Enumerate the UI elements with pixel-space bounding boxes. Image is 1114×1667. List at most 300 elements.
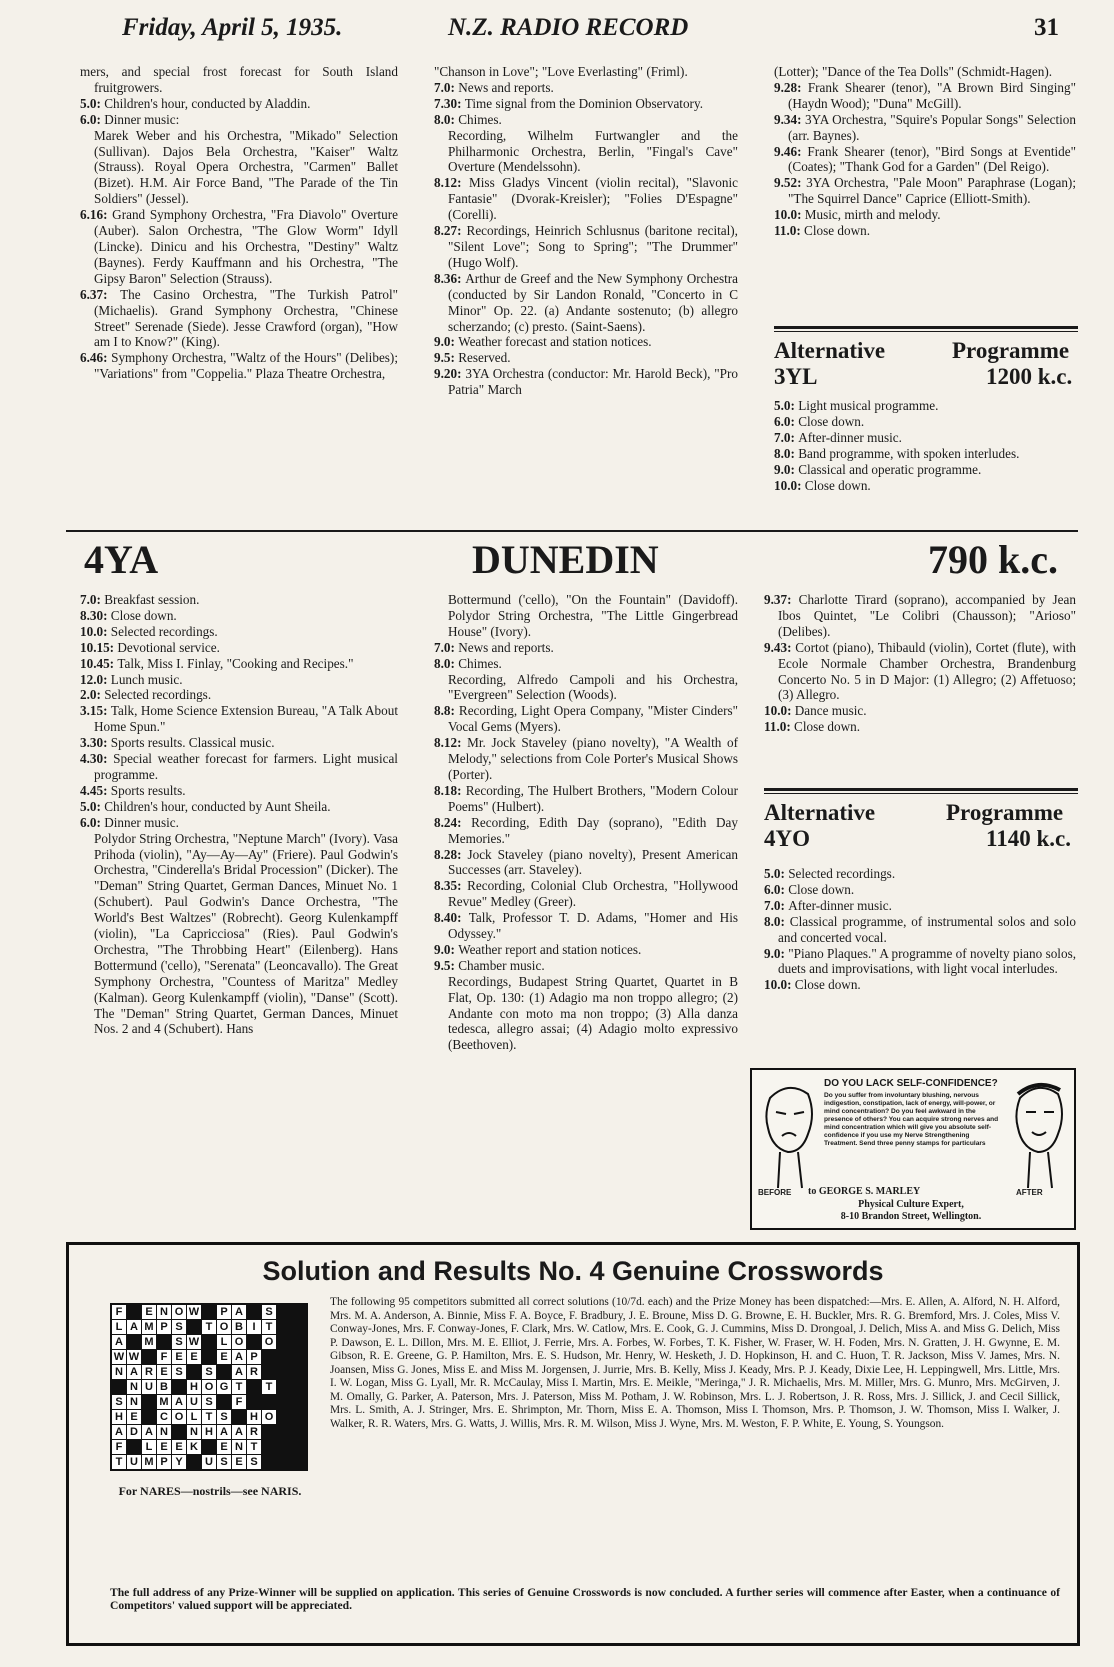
programme-text: News and reports. [458,639,554,655]
time-label: 6.0: [80,111,105,127]
time-label: 8.12: [434,175,470,191]
divider [764,788,1078,791]
grid-block [292,1320,306,1334]
grid-block [187,1320,201,1334]
grid-block [262,1440,276,1454]
programme-entry [80,207,398,287]
time-label: 7.0: [434,639,459,655]
confident-face-icon [1010,1078,1068,1198]
grid-block [277,1380,291,1394]
programme-entry [764,640,1076,704]
time-label: 4.30: [80,751,114,767]
grid-block [142,1350,156,1364]
grid-block [202,1350,216,1364]
programme-entry [434,735,738,783]
programme-text: "Chanson in Love"; "Love Everlasting" (Friml). [434,64,688,79]
winners-list [330,1296,1060,1431]
programme-entry [80,783,398,799]
grid-block [217,1395,231,1409]
grid-letter: O [172,1410,186,1424]
grid-block [157,1335,171,1349]
time-label: 10.45: [80,655,118,671]
time-label: 8.27: [434,223,467,239]
programme-text: Mr. Jock Staveley (piano novelty), "A Wealth of Melody," selections from Cole Porter's Musical Shows (Porter). [448,735,738,782]
grid-letter: H [112,1410,126,1424]
grid-block [127,1440,141,1454]
programme-entry [434,223,738,271]
grid-letter: S [112,1395,126,1409]
grid-letter: I [247,1320,261,1334]
grid-block [112,1380,126,1394]
grid-block [277,1395,291,1409]
programme-text: Chamber music. [458,957,545,973]
programme-text: Talk, Miss I. Finlay, "Cooking and Recipes." [117,655,354,671]
programme-entry [434,958,738,974]
crossword-results-title: Solution and Results No. 4 Genuine Crosswords [262,1256,884,1286]
programme-text: Dance music. [794,703,867,719]
crossword-note: For NARES—nostrils—see NARIS. [118,1484,302,1498]
programme-text: 3YA Orchestra, "Squire's Popular Songs" Selection (arr. Baynes). [788,111,1076,143]
programme-entry [774,446,1076,462]
time-label: 7.0: [434,79,459,95]
programme-entry [434,128,738,176]
programme-entry [774,478,1076,494]
grid-block [262,1365,276,1379]
time-label: 10.0: [764,977,795,993]
grid-letter: O [217,1320,231,1334]
top-column-1 [80,64,398,382]
programme-text: Grand Symphony Orchestra, "Fra Diavolo" Overture (Auber). Salon Orchestra, "The Glow Worm" Idyll (Lincke). Dinicu and his Orchestra, "Destiny" Waltz (Baynes). Ferdy Kauffmann and his Orchestra, "The Gipsy Baron" Selection (Strauss). [94,207,398,286]
grid-block [172,1380,186,1394]
grid-block [277,1305,291,1319]
programme-text: Jock Staveley (piano novelty), Present American Successes (arr. Staveley). [448,846,738,878]
grid-letter: L [187,1410,201,1424]
programme-text: Sports results. [110,782,186,798]
time-label: 8.28: [434,846,468,862]
grid-block [292,1350,306,1364]
programme-entry [434,703,738,735]
grid-letter: E [157,1365,171,1379]
programme-text: Sports results. Classical music. [110,735,275,751]
alt-4yo-call: 4YO [764,826,810,851]
grid-block [277,1410,291,1424]
programme-entry [80,112,398,128]
grid-block [172,1425,186,1439]
time-label: 12.0: [80,671,111,687]
grid-block [187,1365,201,1379]
grid-letter: M [142,1320,156,1334]
programme-text: Selected recordings. [788,866,896,881]
programme-text: Close down. [798,413,865,429]
grid-block [202,1440,216,1454]
grid-letter: N [112,1365,126,1379]
time-label: 3.15: [80,703,111,719]
grid-letter: S [172,1365,186,1379]
alt-4yo-word1: Alternative [764,800,876,825]
time-label: 8.8: [434,703,459,719]
time-label: 11.0: [774,223,805,239]
programme-text: Chimes. [458,655,502,671]
programme-text: Close down. [794,719,860,735]
time-label: 5.0: [774,398,799,413]
programme-entry [764,914,1076,946]
ad-after-label: AFTER [1016,1188,1043,1197]
grid-letter: P [157,1320,171,1334]
grid-letter: M [142,1335,156,1349]
grid-letter: L [217,1335,231,1349]
programme-entry [434,64,738,80]
time-label: 9.37: [764,592,799,607]
programme-entry [774,223,1076,239]
programme-text: Frank Shearer (tenor), "A Brown Bird Singing" (Haydn Wood); "Duna" McGill). [788,79,1076,111]
programme-entry [764,946,1076,978]
programme-text: Symphony Orchestra, "Waltz of the Hours" (Delibes); "Variations" from "Coppelia." Plaza Theatre Orchestra, [94,350,398,382]
programme-text: Charlotte Tirard (soprano), accompanied by Jean Ibos Quintet, "Le Colibri (Chausson); "Arioso" (Delibes). [778,592,1076,639]
programme-entry [80,735,398,751]
grid-block [247,1395,261,1409]
programme-text: Talk, Home Science Extension Bureau, "A Talk About Home Spun." [94,703,398,735]
grid-block [247,1305,261,1319]
time-label: 8.0: [434,655,459,671]
grid-block [262,1455,276,1469]
programme-text: 3YA Orchestra, "Pale Moon" Paraphrase (Logan); "The Squirrel Dance" Caprice (Elliott-Smith). [788,175,1076,207]
programme-entry [434,112,738,128]
grid-block [277,1365,291,1379]
time-label: 8.36: [434,270,466,286]
programme-text: Close down. [794,977,861,993]
programme-text: After-dinner music. [788,897,892,913]
programme-entry [80,815,398,831]
grid-letter: S [172,1335,186,1349]
grid-letter: D [127,1425,141,1439]
alt-4yo-schedule [764,866,1076,993]
grid-letter: F [112,1440,126,1454]
time-label: 9.0: [764,945,789,961]
programme-text: Dinner music. [104,814,179,830]
winners-intro: The following 95 competitors submitted all correct solutions (10/7d. each) and the Prize Money has been dispatched:— [330,1296,882,1308]
programme-entry [774,430,1076,446]
grid-letter: H [187,1380,201,1394]
grid-letter: A [172,1395,186,1409]
programme-text: Recordings, Heinrich Schlusnus (baritone recital), "Silent Love"; Song to Spring"; "The Drummer" (Hugo Wolf). [448,223,738,270]
programme-text: Bottermund ('cello), "On the Fountain" (Davidoff). Polydor String Orchestra, "The Little Gingerbread House" (Ivory). [448,592,738,639]
programme-text: Close down. [804,223,870,239]
time-label: 6.16: [80,207,113,223]
time-label: 9.43: [764,639,796,655]
programme-text: 3YA Orchestra (conductor: Mr. Harold Beck), "Pro Patria" March [448,366,738,398]
time-label: 10.0: [764,703,795,719]
programme-text: Selected recordings. [104,687,212,703]
programme-text: Recording, Edith Day (soprano), "Edith Day Memories." [448,814,738,846]
programme-entry [434,175,738,223]
programme-entry [434,350,738,366]
grid-letter: B [232,1320,246,1334]
grid-letter: E [217,1350,231,1364]
programme-text: Music, mirth and melody. [804,207,941,223]
programme-entry [434,366,738,398]
grid-letter: L [112,1320,126,1334]
time-label: 8.40: [434,910,469,926]
section-divider [66,530,1078,532]
grid-block [277,1425,291,1439]
time-label: 10.0: [80,623,111,639]
programme-entry [434,80,738,96]
bottom-column-2 [434,592,738,1053]
programme-entry [774,398,1076,414]
top-column-2 [434,64,738,398]
programme-text: Close down. [788,881,855,897]
ad-advertiser: to GEORGE S. MARLEY [808,1186,921,1197]
grid-letter: A [127,1365,141,1379]
grid-letter: R [142,1365,156,1379]
grid-block [247,1335,261,1349]
time-label: 5.0: [80,95,105,111]
page-number: 31 [1034,14,1059,41]
ad-headline: DO YOU LACK SELF-CONFIDENCE? [824,1078,998,1089]
programme-entry [774,175,1076,207]
time-label: 9.28: [774,79,808,95]
programme-entry [80,592,398,608]
programme-entry [80,96,398,112]
grid-block [277,1440,291,1454]
grid-letter: E [127,1410,141,1424]
time-label: 10.15: [80,639,118,655]
programme-entry [774,112,1076,144]
time-label: 9.34: [774,111,806,127]
time-label: 8.24: [434,814,472,830]
alt-3yl-call: 3YL [774,364,818,389]
programme-entry [774,207,1076,223]
time-label: 8.0: [434,111,459,127]
time-label: 8.18: [434,782,466,798]
grid-letter: T [262,1320,276,1334]
grid-letter: A [142,1425,156,1439]
grid-block [292,1305,306,1319]
programme-text: Frank Shearer (tenor), "Bird Songs at Eventide" (Coates); "Thank God for a Garden" (Del Reigo). [788,143,1076,175]
grid-letter: M [157,1395,171,1409]
programme-entry [764,898,1076,914]
programme-text: Children's hour, conducted by Aunt Sheila. [104,798,331,814]
bottom-column-1 [80,592,398,1037]
programme-text: Reserved. [458,350,511,366]
grid-letter: E [157,1440,171,1454]
grid-letter: O [172,1305,186,1319]
grid-letter: W [113,1351,125,1363]
grid-letter: S [217,1455,231,1469]
grid-letter: U [127,1455,141,1469]
time-label: 3.30: [80,735,111,751]
grid-block [292,1365,306,1379]
programme-text: Devotional service. [117,639,220,655]
programme-text: Polydor String Orchestra, "Neptune March" (Ivory). Vasa Prihoda (violin), "Ay—Ay—Ay" (Friere). Paul Godwin's Orchestra, "Cinderella's Bridal Procession" (Dicker). The "Deman" String Quartet, German Dances, Minuet No. 1 (Schubert). Paul Godwin's Dance Orchestra, "The World's Best Waltzes" (Robrecht). Georg Kulenkampff (violin), "La Capricciosa" (Ries). Paul Godwin's Orchestra, "The Throbbing Heart" (Eilenberg). Hans Bottermund ('cello), "Serenata" (Leoncavallo). The Great Symphony Orchestra, "Countess of Maritza" Medley (Kalman). Georg Kulenkampff (violin), "Danse" (Scott). The "Deman" String Quartet, German Dances, Minuet Nos. 2 and 4 (Schubert). Hans [94,830,398,1037]
programme-entry [764,719,1076,735]
grid-block [292,1395,306,1409]
programme-entry [80,831,398,1038]
grid-letter: L [142,1440,156,1454]
programme-text: Close down. [804,477,871,493]
grid-block [142,1410,156,1424]
grid-letter: S [172,1320,186,1334]
programme-entry [764,703,1076,719]
programme-entry [434,910,738,942]
winners-names: Mrs. E. Allen, A. Alford, N. H. Alford, Mrs. M. A. Anderson, A. Binnie, Miss F. A. Boyce, F. Bradbury, J. E. Broune, Miss D. G. Browne, E. H. Buckler, Mrs. R. G. Bremford, Mrs. J. Coles, Miss V. Conway-Jones, Mrs. F. Conway-Jones, F. Clark, Mrs. W. Catlow, Mrs. E. Cook, G. J. Cummins, Miss D. Drongoal, J. Delich, Miss A. and Miss G. Delich, Miss P. Dawson, E. L. Dillon, Mrs. M. E. Elliot, J. Ferrie, Mrs. A. Forbes, W. Forbes, T. K. Fisher, W. Fraser, W. H. Foden, Mrs. N. Gratten, J. H. Gwynne, E. M. Gibson, R. E. Greene, G. P. Hamilton, Mrs. E. S. Hudson, Mr. Henry, W. Hesketh, J. D. Hopkinson, H. and C. Huon, T. R. Jackson, Miss V. James, Mrs. N. Joansen, Miss G. Jones, Miss E. and Miss M. Jorgensen, J. Jurrie, Mrs. B. Kelly, Miss J. Keady, Mrs. P. J. Keady, Dixie Lee, H. Leppingwell, Mrs. Little, Mrs. I. W. Logan, Miss G. Lyall, Mr. R. McCaulay, Miss I. Martin, Mrs. E. Meikle, "Meringa," J. R. Michaelis, Mrs. M. Miller, Mrs. G. Munro, Mrs. McGirven, J. M. Omally, G. Parker, A. Paterson, Mrs. J. Paterson, Miss M. Potham, J. W. Robinson, Mrs. L. J. Robertson, J. R. Ross, Mrs. J. Sillick, J. and Cecil Sillick, Mrs. L. Smith, A. J. Stringer, Mrs. E. Shrimpton, Mr. Thorn, Miss E. A. Thomson, Miss I. Thomson, Mrs. P. Thomson, J. W. Thomson, Miss I. Walker, J. Walker, R. R. Waters, Mrs. G. Watts, J. Willis, Mrs. R. M. Wilson, Miss J. Wyne, Mrs. M. Weston, F. P. White, E. Young, S. Youngson. [330,1296,1060,1430]
grid-letter: G [217,1380,231,1394]
grid-block [292,1440,306,1454]
programme-entry [80,128,398,208]
grid-letter: N [187,1425,201,1439]
grid-letter: P [247,1350,261,1364]
time-label: 9.5: [434,957,459,973]
grid-letter: T [262,1380,276,1394]
grid-block [277,1335,291,1349]
grid-letter: U [187,1395,201,1409]
grid-letter: Y [172,1455,186,1469]
programme-text: Weather forecast and station notices. [458,334,652,350]
divider [774,326,1078,329]
programme-text: Recordings, Budapest String Quartet, Quartet in B Flat, Op. 130: (1) Adagio ma non troppo allegro; (2) Andante con moto ma non troppo; (3) Alla danza tedesca, allegro assai; (4) Adagio molto expressivo (Beethoven). [448,973,738,1053]
grid-letter: P [157,1455,171,1469]
time-label: 8.35: [434,878,468,894]
programme-entry [774,462,1076,478]
issue-date: Friday, April 5, 1935. [122,14,343,41]
time-label: 11.0: [764,719,795,735]
programme-entry [434,783,738,815]
grid-block [202,1335,216,1349]
programme-text: mers, and special frost forecast for South Island fruitgrowers. [80,64,398,95]
time-label: 8.0: [774,445,799,461]
grid-letter: S [202,1395,216,1409]
programme-entry [774,144,1076,176]
programme-entry [80,624,398,640]
programme-text: Close down. [110,607,177,623]
alt-4yo-frequency: 1140 k.c. [986,826,1071,851]
grid-letter: S [247,1455,261,1469]
grid-letter: S [202,1365,216,1379]
programme-text: Talk, Professor T. D. Adams, "Homer and His Odyssey." [448,910,738,942]
time-label: 7.0: [80,592,105,607]
grid-letter: E [142,1305,156,1319]
grid-block [247,1380,261,1394]
programme-entry [774,80,1076,112]
time-label: 6.37: [80,286,121,302]
grid-letter: T [202,1320,216,1334]
grid-block [187,1455,201,1469]
grid-block [127,1305,141,1319]
programme-entry [764,977,1076,993]
bottom-column-3 [764,592,1076,735]
time-label: 8.12: [434,735,468,751]
grid-letter: T [112,1455,126,1469]
station-city: DUNEDIN [472,537,659,582]
grid-letter: S [262,1305,276,1319]
grid-block [292,1410,306,1424]
programme-entry [434,847,738,879]
programme-text: Chimes. [458,111,502,127]
grid-letter: A [232,1350,246,1364]
grid-block [127,1335,141,1349]
time-label: 5.0: [764,866,789,881]
programme-entry [80,64,398,96]
time-label: 9.46: [774,143,808,159]
time-label: 9.20: [434,366,466,382]
programme-text: "Piano Plaques." A programme of novelty piano solos, duets and improvisations, with light vocal interludes. [778,945,1076,977]
grid-block [292,1455,306,1469]
programme-text: Children's hour, conducted by Aladdin. [104,95,311,111]
grid-block [232,1410,246,1424]
grid-letter: E [217,1440,231,1454]
time-label: 6.46: [80,350,112,366]
time-label: 6.0: [764,881,789,897]
programme-text: Recording, Colonial Club Orchestra, "Hollywood Revue" Medley (Greer). [448,878,738,910]
station-call: 4YA [84,537,159,582]
grid-letter: O [202,1380,216,1394]
programme-entry [434,656,738,672]
time-label: 9.52: [774,175,807,191]
grid-letter: N [232,1440,246,1454]
alt-3yl-word2: Programme [952,338,1070,363]
time-label: 5.0: [80,798,105,814]
grid-letter: E [187,1350,201,1364]
programme-text: Arthur de Greef and the New Symphony Orchestra (conducted by Sir Landon Ronald, "Concerto in C Minor" Op. 22. (a) Andante sostenuto; (b) allegro scherzando; (c) presto. (Saint-Saens). [448,270,738,334]
time-label: 6.0: [774,413,799,429]
grid-letter: P [217,1305,231,1319]
grid-letter: N [157,1305,171,1319]
time-label: 7.0: [764,897,789,913]
grid-letter: U [202,1455,216,1469]
programme-text: Weather report and station notices. [458,941,642,957]
grid-letter: A [112,1425,126,1439]
programme-text: Cortot (piano), Thibauld (violin), Cortet (flute), with Ecole Normale Chamber Orchestra, Brandenburg Concerto No. 5 in D Major: (1) Allegro; (2) Affetuoso; (3) Allegro. [778,639,1076,703]
grid-letter: R [247,1425,261,1439]
grid-block [217,1365,231,1379]
programme-text: Selected recordings. [110,623,218,639]
grid-letter: N [127,1380,141,1394]
grid-block [292,1380,306,1394]
programme-entry [80,751,398,783]
programme-text: Classical programme, of instrumental solos and solo and concerted vocal. [778,913,1076,945]
grid-letter: H [247,1410,261,1424]
programme-entry [434,334,738,350]
programme-text: Lunch music. [110,671,183,687]
grid-letter: B [157,1380,171,1394]
programme-text: News and reports. [458,79,554,95]
time-label: 8.30: [80,607,111,623]
programme-entry [80,608,398,624]
programme-entry [80,672,398,688]
crossword-footer: The full address of any Prize-Winner will be supplied on application. This series of Genuine Crosswords is now concluded. A further series will commence after Easter, when a continuance of Competitors' valued support will be appreciated. [110,1586,1060,1612]
station-frequency: 790 k.c. [928,537,1058,582]
time-label: 6.0: [80,814,105,830]
grid-block [262,1350,276,1364]
programme-entry [774,64,1076,80]
time-label: 9.0: [434,941,459,957]
programme-text: The Casino Orchestra, "The Turkish Patrol" (Michaelis). Grand Symphony Orchestra, "Chinese Street" Serenade (Siede). Jesse Crawford (organ), "How am I to Know?" (King). [94,286,398,350]
grid-letter: E [172,1440,186,1454]
grid-block [262,1395,276,1409]
grid-letter: A [232,1305,246,1319]
programme-entry [80,656,398,672]
grid-block [277,1320,291,1334]
grid-block [142,1395,156,1409]
programme-text: Light musical programme. [798,398,939,413]
programme-text: Dinner music: [104,111,180,127]
programme-entry [80,799,398,815]
programme-entry [434,96,738,112]
programme-entry [774,414,1076,430]
programme-entry [434,878,738,910]
programme-entry [80,350,398,382]
programme-text: Band programme, with spoken interludes. [798,445,1020,461]
